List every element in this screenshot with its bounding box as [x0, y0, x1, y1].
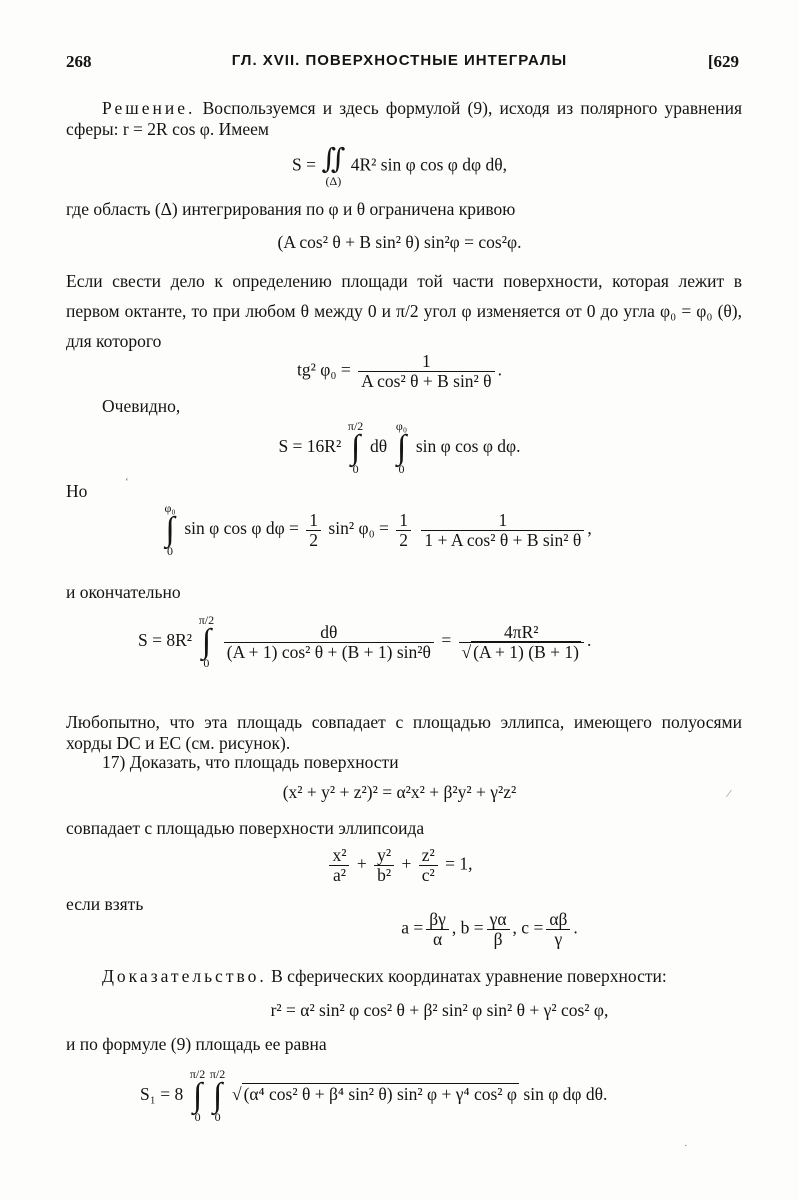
- fraction-half: $\frac{1}{2}$: [306, 511, 321, 550]
- formula-1-body: 4R² sin φ cos φ dφ dθ,: [350, 154, 507, 175]
- section-number: [629: [707, 52, 739, 71]
- formula-4-dtheta: dθ: [369, 436, 388, 457]
- integral-upper-limit: π/2: [347, 419, 364, 433]
- scan-speck: ·: [684, 1140, 688, 1152]
- proof-text: В сферических координатах уравнение поверхности:: [271, 966, 667, 986]
- solution-word: Решение.: [102, 98, 196, 118]
- area-line: и по формуле (9) площадь ее равна: [66, 1034, 327, 1054]
- fraction-x: $\frac{\text{x²}}{\text{a²}}$: [329, 846, 349, 885]
- fraction-z: $\frac{\text{z²}}{\text{c²}}$: [419, 846, 438, 885]
- formula-11-end: sin φ dφ dθ.: [523, 1084, 608, 1105]
- but-line: Но: [66, 481, 88, 501]
- formula-2: (A cos² θ + B sin² θ) sin²φ = cos²φ.: [277, 232, 522, 252]
- square-root: √ (α⁴ cos² θ + β⁴ sin² θ) sin² φ + γ⁴ cos² φ: [231, 1084, 518, 1105]
- formula-6-result: $\frac{\text{4πR²}}{√ (A + 1) (B + 1)}$: [459, 623, 584, 662]
- formula-4: [0, 420, 799, 476]
- formula-4-lhs: S = 16R²: [278, 436, 342, 457]
- scan-speck: ⁄: [728, 788, 730, 800]
- formula-3-fraction: [358, 352, 494, 391]
- region-paragraph: где область (Δ) интегрирования по φ и θ ограничена кривою: [66, 199, 516, 219]
- fraction-a: $\frac{\beta\gamma}{\alpha}$: [426, 910, 449, 949]
- formula-9: a = $\frac{\beta\gamma}{\alpha}$ , b = $\frac{\gamma\alpha}{\beta}$ , c = $\frac{\alpha\beta}{\gamma}$ .: [401, 909, 578, 949]
- finally-line: и окончательно: [66, 582, 181, 602]
- integral-lower-limit: 0: [203, 656, 210, 670]
- obviously-line: Очевидно,: [102, 396, 181, 416]
- formula-11: [140, 1068, 740, 1124]
- formula-7: (x² + y² + z²)² = α²x² + β²y² + γ²z²: [282, 782, 517, 802]
- integral-sign: φ₀ ∫ 0: [160, 502, 180, 558]
- fraction-half: $\frac{1}{2}$: [396, 511, 411, 550]
- if-take-line: если взять: [66, 894, 144, 914]
- page-number: 268: [66, 52, 92, 71]
- formula-11-lhs: S₁ = 8: [140, 1084, 184, 1105]
- solution-text: Воспользуемся и здесь формулой (9), исходя из полярного уравнения сферы: r = 2R cos φ. Имеем: [66, 98, 743, 139]
- integral-lower-limit: 0: [398, 462, 405, 476]
- integral-upper-limit: φ₀: [395, 419, 408, 433]
- chapter-title: ГЛ. XVII. ПОВЕРХНОСТНЫЕ ИНТЕГРАЛЫ: [231, 52, 568, 69]
- solution-paragraph: [66, 98, 742, 140]
- proof-paragraph: [66, 966, 742, 987]
- formula-3-numerator: 1: [358, 352, 494, 372]
- formula-3-end: .: [497, 359, 502, 380]
- formula-8: $\frac{\text{x²}}{\text{a²}}$ + $\frac{\text{y²}}{\text{b²}}$ + $\frac{\text{z²}}{\text{c²}}$ = 1,: [0, 846, 799, 885]
- formula-1: [0, 145, 799, 188]
- formula-10: r² = α² sin² φ cos² θ + β² sin² φ sin² θ + γ² cos² φ,: [270, 1000, 609, 1020]
- double-integral-sign: ∬ (Δ): [321, 144, 346, 188]
- equals-sign: =: [441, 630, 452, 651]
- integral-sign: π/2 ∫ 0: [189, 1067, 206, 1124]
- ellipse-paragraph: Любопытно, что эта площадь совпадает с площадью эллипса, имеющего полуосями хорды DC и EC (см. рисунок).: [66, 712, 742, 753]
- formula-4-body: sin φ cos φ dφ.: [415, 436, 521, 457]
- formula-6-fraction: $\frac{d\theta}{\text{(A + 1) cos² θ + (B + 1) sin²θ}}$: [224, 623, 434, 662]
- formula-3-denominator: A cos² θ + B sin² θ: [361, 371, 492, 391]
- integral-sign: π/2 ∫ 0: [196, 614, 216, 670]
- formula-3-lhs: tg² φ₀ =: [297, 359, 351, 380]
- integral-upper-limit: π/2: [198, 613, 215, 627]
- formula-6: S = 8R² π/2 ∫ 0 $\frac{d\theta}{\text{(A + 1) cos² θ + (B + 1) sin²θ}}$ = $\frac{\text{4πR²}}{√ (A + 1) (B + 1)}$ .: [138, 613, 592, 670]
- integral-sign-theta: π/2 ∫ 0: [346, 420, 366, 476]
- octant-paragraph: Если свести дело к определению площади той части поверхности, которая лежит в первом октанте, то при любом θ между 0 и π/2 угол φ изменяется от 0 до угла φ₀ = φ₀ (θ), для которого: [66, 271, 742, 351]
- integral-region: (Δ): [325, 174, 342, 188]
- integral-sign: π/2 ∫ 0: [209, 1067, 226, 1124]
- formula-5-body: sin φ cos φ dφ =: [184, 518, 299, 539]
- formula-6-lhs: S = 8R²: [138, 630, 193, 651]
- formula-8-end: = 1,: [445, 853, 473, 874]
- formula-5: φ₀ ∫ 0 sin φ cos φ dφ = $\frac{1}{2}$ sin² φ₀ = $\frac{1}{2}$ $\frac{1}{\text{1 + A cos² θ + B sin² θ}}$ ,: [160, 502, 680, 558]
- proof-word: Доказательство.: [102, 966, 267, 986]
- fraction-c: $\frac{\alpha\beta}{\gamma}$: [546, 910, 570, 949]
- integral-lower-limit: 0: [167, 544, 173, 558]
- formula-5-fraction: $\frac{1}{\text{1 + A cos² θ + B sin² θ}}$: [421, 511, 584, 550]
- formula-1-lhs: S =: [292, 154, 316, 175]
- formula-5-mid: sin² φ₀ =: [328, 518, 389, 539]
- integral-upper-limit: φ₀: [164, 501, 176, 515]
- ellipsoid-line: совпадает с площадью поверхности эллипсоида: [66, 818, 425, 838]
- formula-3: [0, 352, 799, 391]
- scan-speck: ʻ: [125, 476, 129, 488]
- problem-17-line: 17) Доказать, что площадь поверхности: [102, 752, 399, 772]
- integral-lower-limit: 0: [352, 462, 359, 476]
- fraction-y: $\frac{\text{y²}}{\text{b²}}$: [374, 846, 394, 885]
- integral-sign-phi: φ₀ ∫ 0: [391, 420, 411, 476]
- fraction-b: $\frac{\gamma\alpha}{\beta}$: [487, 910, 510, 949]
